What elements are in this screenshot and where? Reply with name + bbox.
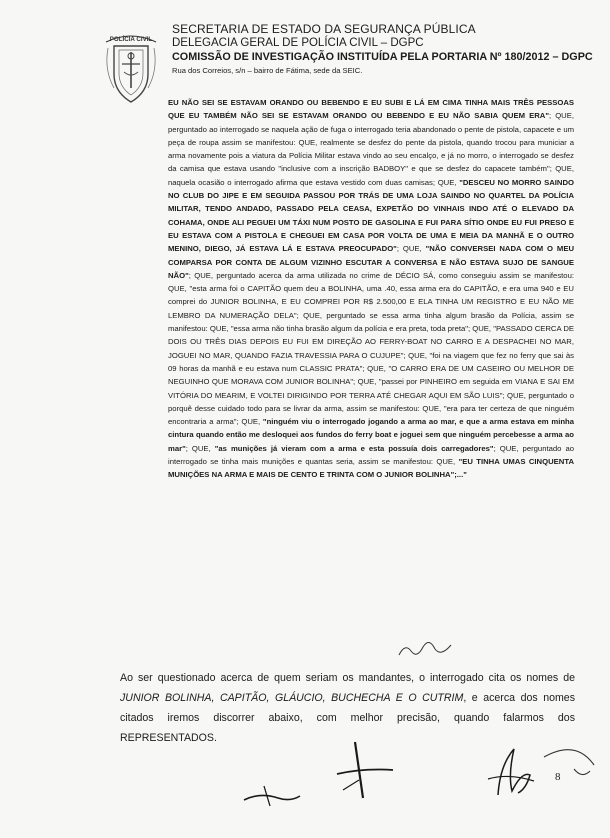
police-seal-emblem xyxy=(100,26,162,108)
signature-initials-icon xyxy=(478,735,598,805)
closing-end: . xyxy=(214,732,217,744)
statement-run: ; QUE, "foi na viagem que fez no ferry que sai às 09 horas da manhã e eu estava num CLASSIC PRATA"; QUE, "O CARRO ERA DE UM CASEIRO OU MELHOR DE NEGUINHO QUE MORAVA COM JUNIOR BOLINHA"; QUE, "passei por PINHEIRO em seguida em VIANA E SAI EM VITÓRIA DO MEARIM, E VOLTEI DIRIGINDO POR TERRA ATÉ CHEGAR AQUI EM SÃO LUIS"; QUE, perguntado o porquê desse cuidado todo para se livrar da arma, assim se manifestou: QUE, "era para ter certeza de que ninguém encontraria a arma"; QUE, xyxy=(168,350,575,427)
closing-text-2: , e acerca dos nomes citados iremos discorrer abaixo, com melhor precisão, quando falarmos dos xyxy=(120,692,575,724)
squiggle-mark-icon xyxy=(395,625,455,665)
statement-run: "as munições já vieram com a arma e esta possuía dois carregadores" xyxy=(214,443,494,453)
page-number: 8 xyxy=(555,771,561,783)
signature-dash-icon xyxy=(240,782,315,810)
statement-run: ; QUE, perguntado acerca da arma utilizada no crime de DÉCIO SÁ, como conseguiu assim se manifestou: QUE, "esta arma foi o xyxy=(168,270,574,294)
statement-run: ; QUE, perguntado ao interrogado se naquela ação de fuga o interrogado teria abandonado o pente de pistola, capacete e um peça de roupa assim se manifestou: QUE, realmente se desfez do pente da pistola, quando trocou para municiar a arma novamente pois a viatura da Polícia Militar estava vindo ao seu encalço, e já no morro, o interrogado se desfez da camisa que estava usando "inclusive com a inscrição BADBOY" e que se desfez do capacete também"; QUE, naquela ocasião o interrogado afirma que estava vestido com duas camisas; QUE, xyxy=(168,111,574,187)
represented-label: REPRESENTADOS xyxy=(120,732,214,744)
header-address: Rua dos Correios, s/n – bairro de Fátima, sede da SEIC. xyxy=(172,66,363,75)
cited-names: JUNIOR BOLINHA, CAPITÃO, GLÁUCIO, BUCHECHA E O CUTRIM xyxy=(120,692,464,704)
closing-text-1: Ao ser questionado acerca de quem seriam os mandantes, o interrogado cita os nomes de xyxy=(120,672,575,684)
statement-run: "NÃO CONVERSEI NADA COM O MEU COMPARSA POR CONTA DE ALGUM VIZINHO ESCUTAR A CONVERSA E NÃO ESTAVA SUJO DE SANGUE NÃO" xyxy=(168,244,575,280)
statement-run: "EU TINHA UMAS CINQUENTA MUNIÇÕES NA ARMA E MAIS DE CENTO E TRINTA COM O JUNIOR BOLINHA";..." xyxy=(168,457,574,480)
statement-run: "ninguém viu o interrogado jogando a arma ao mar, e que a arma estava em minha cintura quando então me desloquei aos fundos do ferry boat e joguei sem que ninguém percebesse a arma ao mar" xyxy=(168,417,574,453)
header-secretariat: SECRETARIA DE ESTADO DA SEGURANÇA PÚBLICA xyxy=(172,22,476,36)
header-delegacy: DELEGACIA GERAL DE POLÍCIA CIVIL – DGPC xyxy=(172,37,424,49)
statement-run: CAPITÃO quem deu a BOLINHA, uma .40, essa arma era do CAPITÃO, e era uma 940 e EU comprei do JUNIOR BOLINHA, E EU COMPREI POR R$ 2.500,00 E ELA TINHA UM REGISTRO E EU NÃO ME LEMBRO DA NUMERAÇÃO DELA" xyxy=(168,284,574,320)
document-header xyxy=(172,22,592,78)
signature-cross-icon xyxy=(333,740,397,804)
seal-label: POLÍCIA CIVIL xyxy=(109,36,153,43)
statement-run: "DESCEU NO MORRO SAINDO NO CLUB DO JIPE E EM SEGUIDA PASSOU POR TRÁS DE UMA LOJA SAINDO NO QUARTEL DA POLÍCIA MILITAR, TENDO ANDADO, PASSADO PELA CEASA, EXPETÃO DO VINHAIS INDO ATÉ O ELEVADO DA COHAMA, ONDE ALI PEGUEI UM TÁXI NUM POSTO DE GASOLINA E FUI PARA SÍTIO ONDE EU FUI PRESO E EU ESTAVA COM A PISTOLA E CHEGUEI EM CASA POR VOLTA DE UMA E MEIA DA MANHÃ E O OUTRO MENINO, DIEGO, JÁ ESTAVA LÁ E ESTAVA PREOCUPADO" xyxy=(168,177,574,254)
statement-run: EU NÃO SEI SE ESTAVAM ORANDO OU BEBENDO E EU SUBI E LÁ EM CIMA TINHA MAIS TRÊS PESSOAS QUE EU TAMBÉM NÃO SEI SE ESTAVAM ORANDO OU BEBENDO E EU NÃO SABIA QUEM ERA" xyxy=(168,98,574,121)
statement-run: ; QUE, perguntado se essa arma tinha algum brasão da Polícia, assim se manifestou: QUE, "essa arma não tinha brasão algum da polícia e era preta, toda preta"; QUE, xyxy=(168,310,574,334)
header-commission: COMISSÃO DE INVESTIGAÇÃO INSTITUÍDA PELA PORTARIA Nº 180/2012 – DGPC xyxy=(172,51,593,63)
statement-run: ; QUE, perguntado ao interrogado se tinha mais munições e quantas seria, assim se manifestou: QUE, xyxy=(168,443,575,467)
statement-run: "PASSADO CERCA DE DOIS OU TRÊS DIAS DEPOIS EU FUI EM DIREÇÃO AO FERRY-BOAT NO CARRO E A DESPACHEI NO MAR, JOGUEI NO MAR, QUANDO FAZIA TRAVESSIA PARA O CUJUPE" xyxy=(168,324,574,360)
statement-run: ; QUE, xyxy=(396,244,426,254)
testimony-statement xyxy=(168,96,574,482)
statement-run: ; QUE, xyxy=(185,443,215,453)
